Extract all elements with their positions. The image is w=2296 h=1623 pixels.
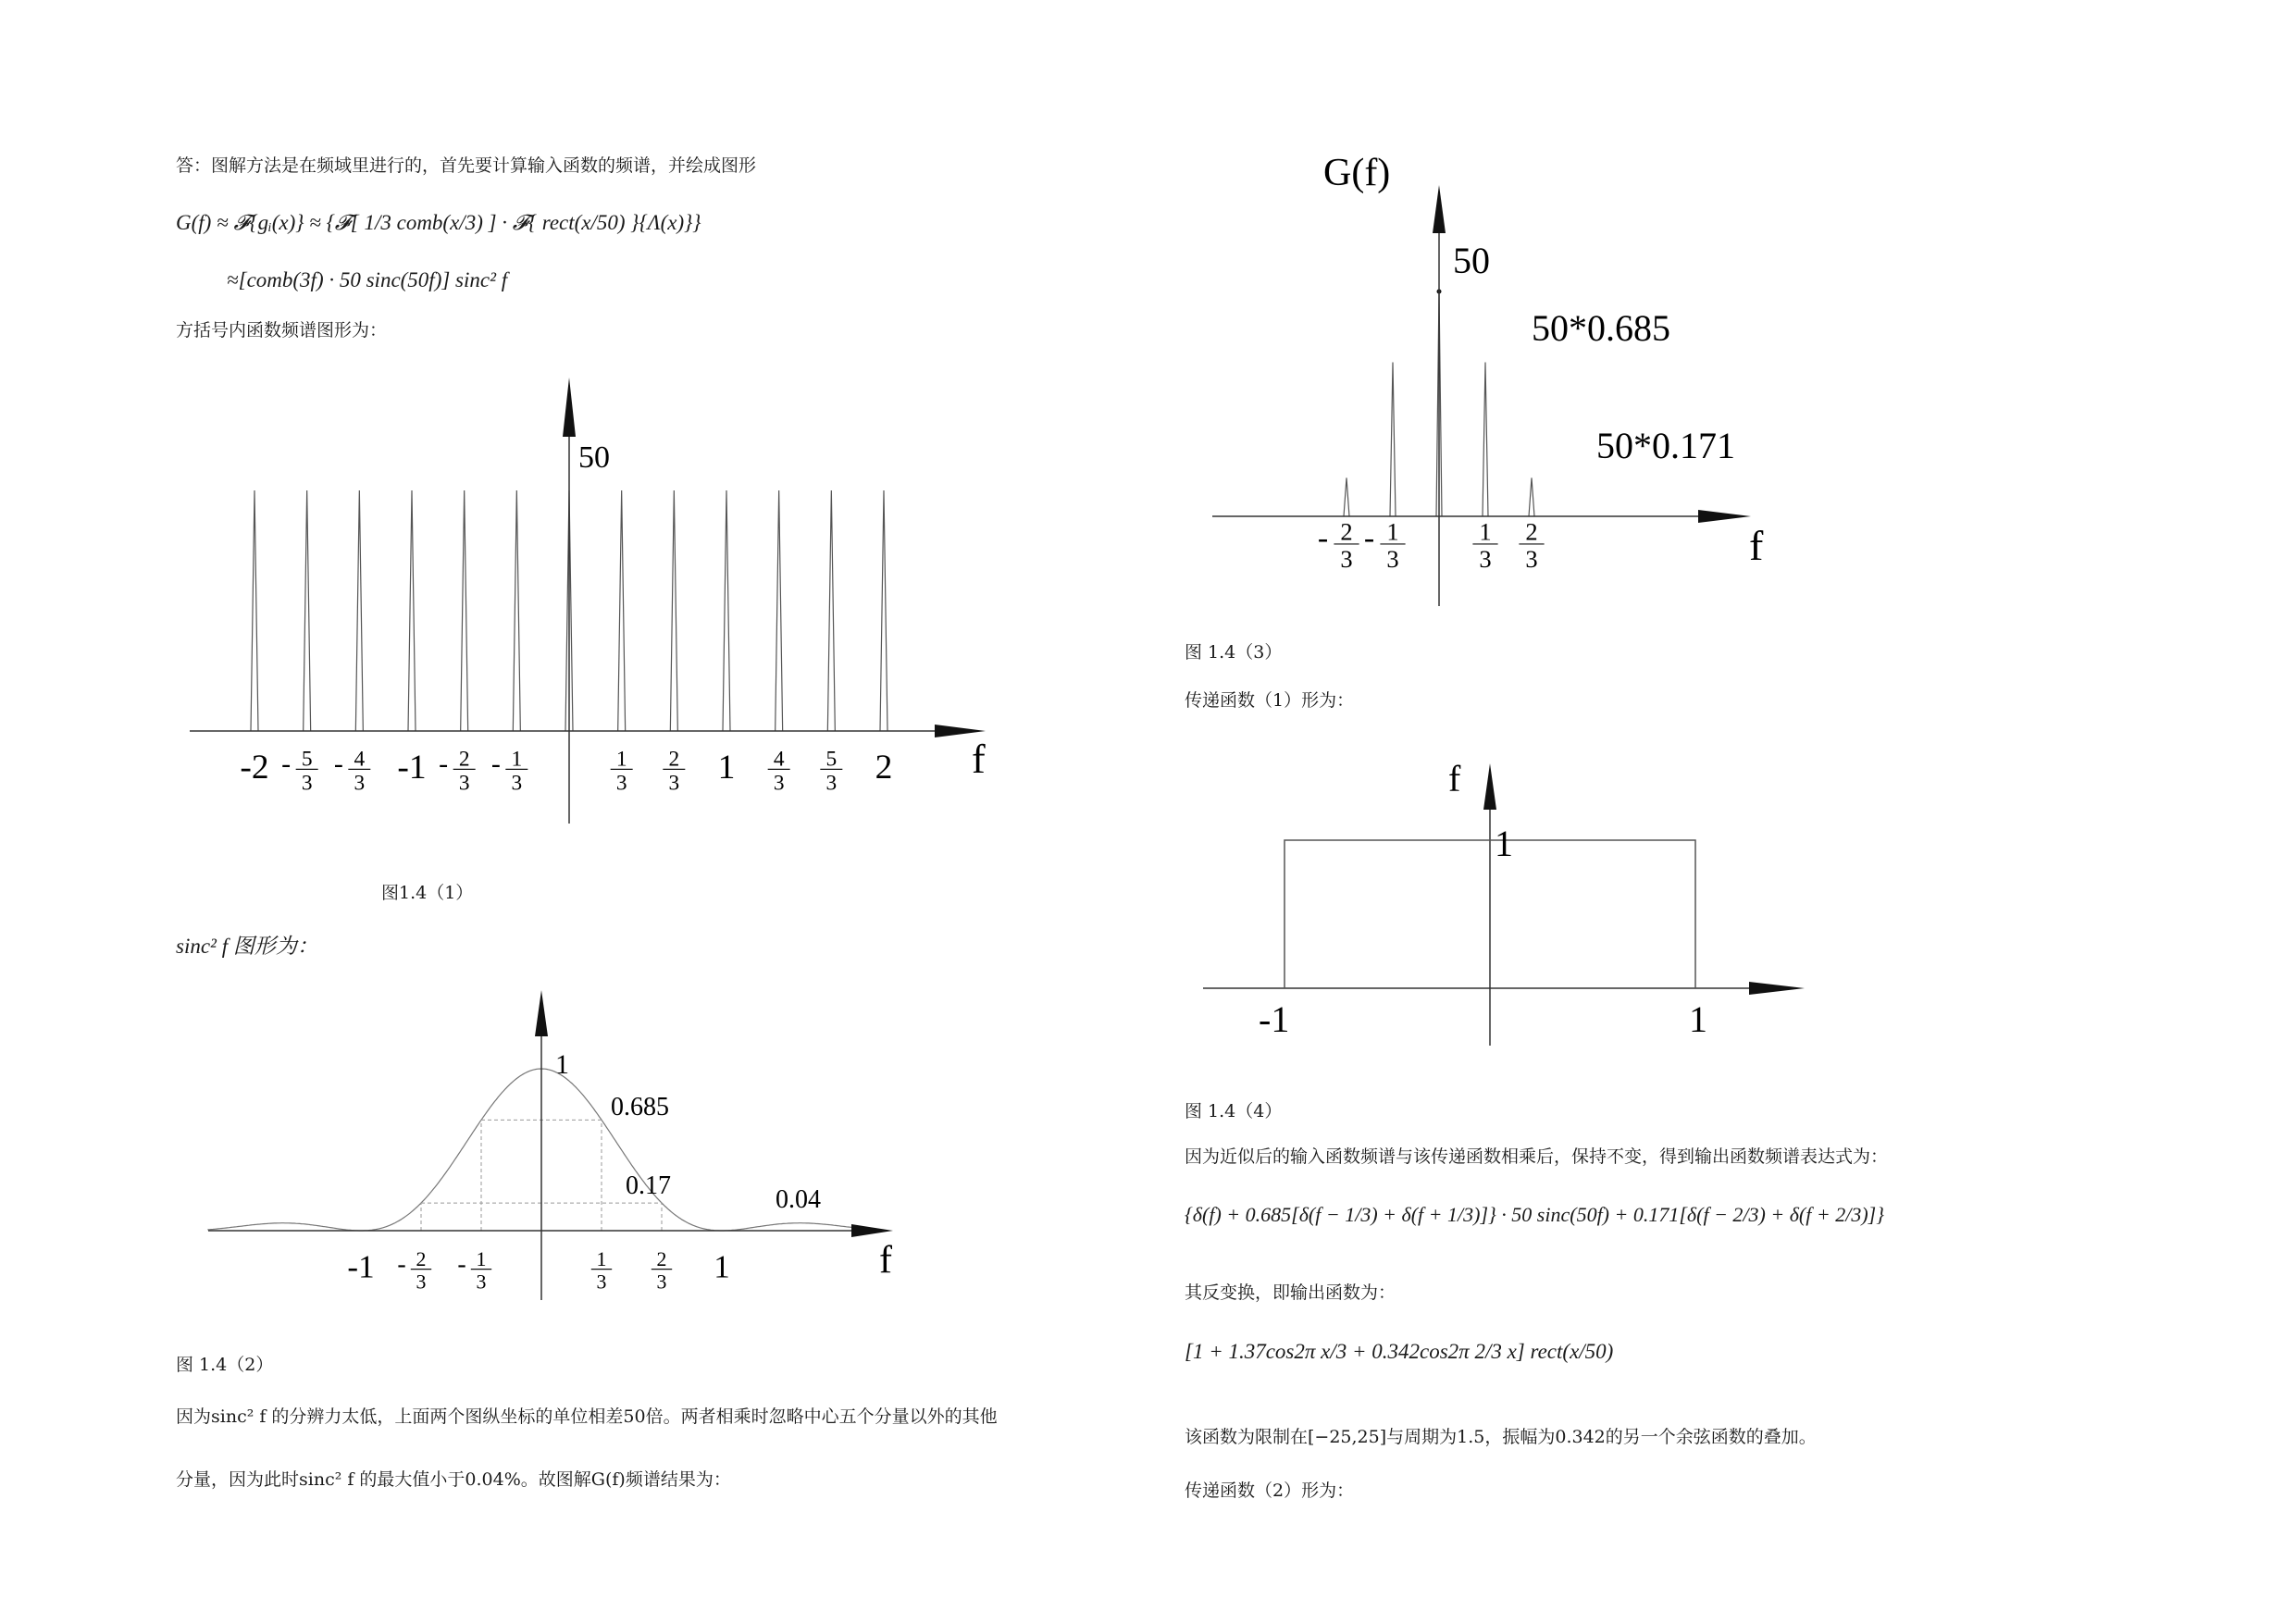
svg-text:-1: -1 <box>397 749 427 787</box>
svg-text:-: - <box>490 749 501 779</box>
svg-text:-: - <box>397 1250 406 1279</box>
svg-text:1: 1 <box>714 1248 730 1285</box>
spike <box>461 490 468 731</box>
chart-title: G(f) <box>1323 152 1391 194</box>
value-label-1: 1 <box>1495 823 1513 864</box>
x-axis-arrow <box>851 1224 893 1237</box>
inverse-text: 其反变换，即输出函数为： <box>1185 1282 1396 1303</box>
svg-text:-: - <box>1317 521 1329 555</box>
spike <box>1390 363 1396 516</box>
tick-label <box>281 748 318 796</box>
spike <box>251 490 258 731</box>
spike <box>355 490 363 731</box>
svg-text:1: 1 <box>476 1248 487 1270</box>
figure-transfer-function-1 <box>1194 750 1823 1055</box>
value-label-0685: 0.685 <box>611 1093 669 1121</box>
svg-text:3: 3 <box>1525 545 1538 574</box>
svg-text:4: 4 <box>773 747 785 772</box>
svg-text:-: - <box>333 749 343 779</box>
svg-text:3: 3 <box>354 771 366 796</box>
equation-3: {δ(f) + 0.685[δ(f − 1/3) + δ(f + 1/3)]} · 50 sinc(50f) + 0.171[δ(f − 2/3) + δ(f + 2/3)]} <box>1185 1203 1885 1226</box>
svg-text:4: 4 <box>354 747 366 772</box>
svg-text:1: 1 <box>511 747 523 772</box>
spike <box>723 490 730 731</box>
svg-text:3: 3 <box>668 771 680 796</box>
svg-text:1: 1 <box>1479 517 1492 546</box>
svg-text:3: 3 <box>458 771 470 796</box>
svg-text:-: - <box>1363 521 1375 555</box>
svg-text:1: 1 <box>717 749 736 787</box>
sinc2-curve <box>207 1069 874 1231</box>
spike <box>1483 363 1488 516</box>
tick-label-group <box>240 748 892 796</box>
spike <box>880 490 887 731</box>
x-axis-label: f <box>879 1239 892 1282</box>
spike <box>304 490 311 731</box>
bracket-text: 方括号内函数频谱图形为： <box>176 320 388 341</box>
value-label-004: 0.04 <box>776 1185 821 1214</box>
peak-label: 50 <box>578 440 610 475</box>
svg-text:-: - <box>457 1250 466 1279</box>
tick-label <box>347 1249 374 1285</box>
equation-2: ≈[comb(3f) · 50 sinc(50f)] sinc² f <box>227 268 508 291</box>
svg-text:3: 3 <box>615 771 627 796</box>
svg-text:2: 2 <box>1340 517 1353 546</box>
equation-1: G(f) ≈ 𝓕{gᵢ(x)} ≈ {𝓕[ 1/3 comb(x/3) ] · 𝓕{ rect(x/50) }{Λ(x)}} <box>176 211 701 234</box>
tick-label <box>1318 518 1359 574</box>
intro-text: 答：图解方法是在频域里进行的，首先要计算输入函数的频谱，并绘成图形 <box>176 155 757 176</box>
svg-text:-: - <box>439 749 449 779</box>
tick-label <box>611 748 633 796</box>
svg-text:2: 2 <box>458 747 470 772</box>
tick-label <box>491 748 528 796</box>
spike <box>408 490 416 731</box>
value-label-peak: 1 <box>555 1049 569 1080</box>
tick-label <box>652 1248 672 1293</box>
paragraph-2: 分量，因为此时sinc² f 的最大值小于0.04%。故图解G(f)频谱结果为： <box>176 1469 731 1490</box>
spike <box>618 490 626 731</box>
tick-label <box>663 748 685 796</box>
tick-label-neg1: -1 <box>1259 998 1290 1040</box>
spike <box>1529 477 1534 516</box>
x-axis-label: f <box>972 737 986 782</box>
y-axis-label: f <box>1448 758 1461 799</box>
tick-label <box>820 748 842 796</box>
tick-label <box>718 749 736 787</box>
svg-text:2: 2 <box>875 749 893 787</box>
svg-text:2: 2 <box>668 747 680 772</box>
value-label-50x0685: 50*0.685 <box>1532 307 1670 349</box>
svg-text:3: 3 <box>1340 545 1353 574</box>
tick-label <box>397 749 426 787</box>
svg-text:3: 3 <box>301 771 313 796</box>
figure-4-caption: 图 1.4（4） <box>1185 1101 1283 1121</box>
svg-text:-: - <box>281 749 292 779</box>
value-label-50x0171: 50*0.171 <box>1596 425 1735 466</box>
tick-label <box>334 748 371 796</box>
svg-text:3: 3 <box>656 1270 667 1294</box>
spike <box>670 490 677 731</box>
svg-text:3: 3 <box>476 1270 487 1294</box>
y-axis-arrow <box>1433 185 1446 233</box>
tick-label <box>1364 518 1406 574</box>
svg-text:-2: -2 <box>240 749 269 787</box>
tick-label <box>457 1248 491 1293</box>
tick-label <box>1519 518 1544 574</box>
tick-label-group <box>1318 518 1545 574</box>
tick-label <box>397 1248 431 1293</box>
figure-1-caption: 图1.4（1） <box>381 883 474 903</box>
svg-text:3: 3 <box>1479 545 1492 574</box>
figure-comb-spectrum <box>176 370 1009 851</box>
x-axis-arrow <box>1698 510 1751 523</box>
tick-label <box>714 1249 730 1285</box>
svg-text:3: 3 <box>416 1270 427 1294</box>
x-axis-arrow <box>1749 982 1805 995</box>
tick-label <box>439 748 475 796</box>
spike <box>827 490 835 731</box>
spike <box>1344 477 1349 516</box>
svg-text:-1: -1 <box>347 1248 375 1285</box>
svg-text:5: 5 <box>825 747 838 772</box>
paragraph-1: 因为sinc² f 的分辨力太低，上面两个图纵坐标的单位相差50倍。两者相乘时忽略中心五个分量以外的其他 <box>176 1406 998 1427</box>
spike <box>776 490 783 731</box>
x-axis-arrow <box>935 725 986 737</box>
y-axis-arrow <box>1483 763 1496 810</box>
value-label-017: 0.17 <box>626 1171 671 1200</box>
figure-2-caption: 图 1.4（2） <box>176 1355 274 1375</box>
svg-text:3: 3 <box>825 771 838 796</box>
svg-text:2: 2 <box>656 1248 667 1270</box>
transfer-1-text: 传递函数（1）形为： <box>1185 690 1355 711</box>
svg-text:1: 1 <box>1386 517 1399 546</box>
x-axis-label: f <box>1749 522 1764 569</box>
spike <box>513 490 520 731</box>
figure-3-caption: 图 1.4（3） <box>1185 642 1283 663</box>
y-axis-arrow <box>563 378 576 437</box>
figure-sinc2 <box>194 981 916 1314</box>
tick-label <box>1472 518 1497 574</box>
paragraph-3: 因为近似后的输入函数频谱与该传递函数相乘后，保持不变，得到输出函数频谱表达式为： <box>1185 1146 1889 1167</box>
svg-text:2: 2 <box>416 1248 427 1270</box>
sinc2-text: sinc² f 图形为： <box>176 935 318 958</box>
tick-label-group <box>347 1248 729 1293</box>
equation-4: [1 + 1.37cos2π x/3 + 0.342cos2π 2/3 x] rect(x/50) <box>1185 1340 1614 1363</box>
figure-gf-spectrum <box>1203 139 1832 620</box>
tick-label-pos1: 1 <box>1689 998 1707 1040</box>
svg-text:5: 5 <box>301 747 313 772</box>
tick-label <box>591 1248 612 1293</box>
svg-text:3: 3 <box>1386 545 1399 574</box>
value-label-50: 50 <box>1453 240 1490 281</box>
svg-text:3: 3 <box>596 1270 607 1294</box>
tick-label <box>875 749 893 787</box>
y-axis-arrow <box>535 990 548 1036</box>
svg-text:3: 3 <box>511 771 523 796</box>
svg-text:1: 1 <box>596 1248 607 1270</box>
svg-text:2: 2 <box>1525 517 1538 546</box>
svg-text:1: 1 <box>615 747 627 772</box>
tick-label <box>768 748 790 796</box>
transfer-2-text: 传递函数（2）形为： <box>1185 1481 1355 1501</box>
tick-label <box>240 749 268 787</box>
svg-text:3: 3 <box>773 771 785 796</box>
paragraph-4: 该函数为限制在[−25,25]与周期为1.5，振幅为0.342的另一个余弦函数的叠加。 <box>1185 1427 1817 1447</box>
